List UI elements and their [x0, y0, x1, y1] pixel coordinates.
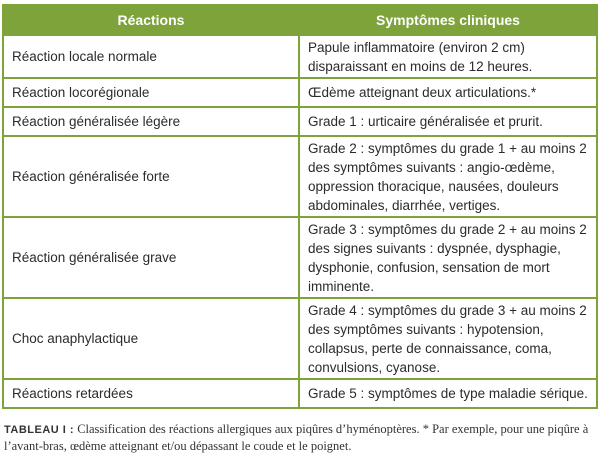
table-row	[3, 107, 597, 136]
header-reactions: Réactions	[3, 5, 299, 35]
symptoms-cell: Grade 1 : urticaire généralisée et prurit.	[299, 107, 597, 136]
table-row	[3, 136, 597, 217]
symptoms-cell: Œdème atteignant deux articulations.*	[299, 78, 597, 107]
symptoms-cell: Grade 5 : symptômes de type maladie sérique.	[299, 379, 597, 408]
symptoms-cell: Papule inflammatoire (environ 2 cm) disparaissant en moins de 12 heures.	[299, 35, 597, 78]
symptoms-cell: Grade 4 : symptômes du grade 3 + au moins 2 des symptômes suivants : hypotension, collapsus, perte de connaissance, coma, convulsions, cyanose.	[299, 298, 597, 379]
symptoms-cell: Grade 3 : symptômes du grade 2 + au moins 2 des signes suivants : dyspnée, dysphagie, dysphonie, confusion, sensation de mort imminente.	[299, 217, 597, 298]
caption-label: TABLEAU I :	[4, 424, 75, 436]
header-symptoms: Symptômes cliniques	[299, 5, 597, 35]
reaction-cell: Choc anaphylactique	[3, 298, 299, 379]
reaction-cell: Réaction locale normale	[3, 35, 299, 78]
reaction-cell: Réactions retardées	[3, 379, 299, 408]
reactions-table	[2, 4, 598, 409]
table-row	[3, 379, 597, 408]
reaction-cell: Réaction locorégionale	[3, 78, 299, 107]
table-row	[3, 217, 597, 298]
symptoms-cell: Grade 2 : symptômes du grade 1 + au moins 2 des symptômes suivants : angio-œdème, oppression thoracique, nausées, douleurs abdominales, diarrhée, vertiges.	[299, 136, 597, 217]
table-row	[3, 298, 597, 379]
table-row	[3, 78, 597, 107]
table-header-row	[3, 5, 597, 35]
table-caption	[4, 421, 596, 454]
table-row	[3, 35, 597, 78]
caption-text: Classification des réactions allergiques aux piqûres d’hyménoptères. * Par exemple, pour une piqûre à l’avant-bras, œdème atteignant et/ou dépassant le coude et le poignet.	[4, 422, 589, 453]
reaction-cell: Réaction généralisée forte	[3, 136, 299, 217]
reaction-cell: Réaction généralisée légère	[3, 107, 299, 136]
reaction-cell: Réaction généralisée grave	[3, 217, 299, 298]
